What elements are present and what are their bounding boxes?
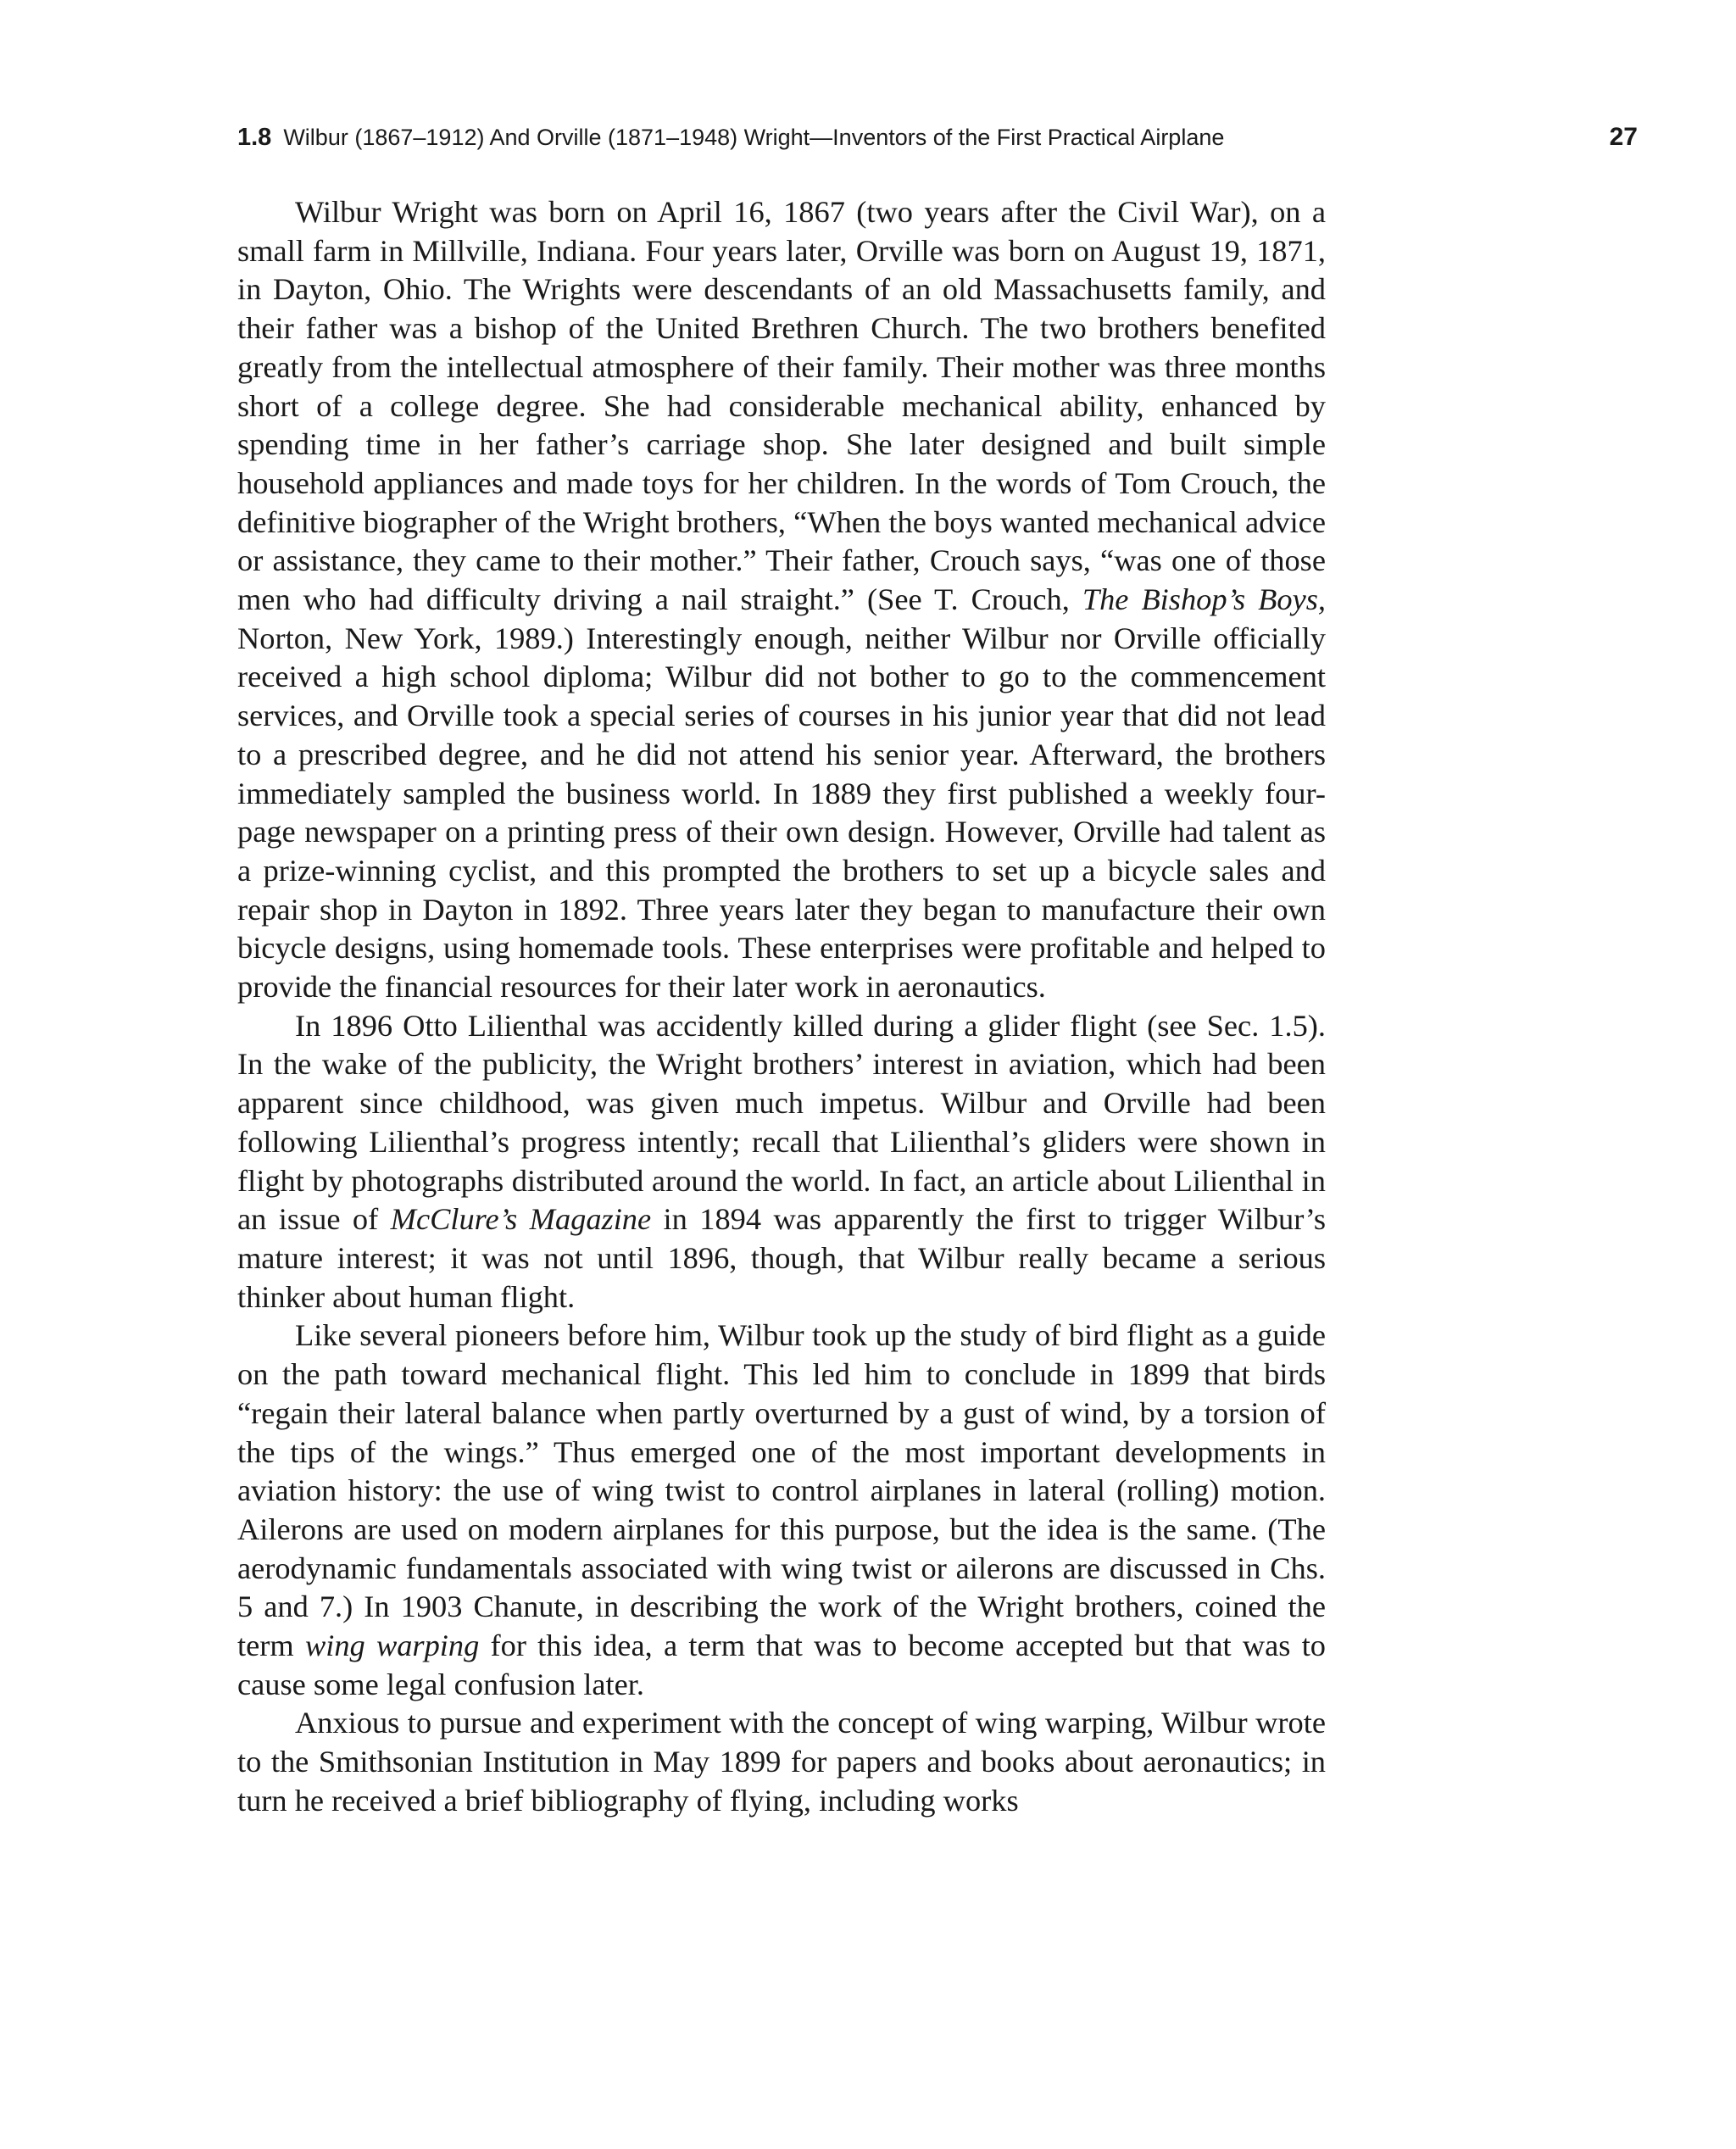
- paragraph-1: [237, 193, 1326, 1007]
- paragraph-3: [237, 1317, 1326, 1704]
- page-number: 27: [1609, 123, 1638, 151]
- section-title: Wilbur (1867–1912) And Orville (1871–1948) Wright—Inventors of the First Practical Airplane: [283, 125, 1225, 150]
- term-wing-warping: wing warping: [304, 1628, 480, 1663]
- paragraph-4-text-a: Anxious to pursue and experiment with the concept of wing warping, Wilbur wrote to the Smithsonian Institution in May 1899 for papers and books about aeronautics; in turn he received a brief bibliography of flying, including works: [237, 1706, 1326, 1818]
- magazine-title-mcclures: McClure’s Magazine: [390, 1202, 652, 1237]
- paragraph-3-text-b: for this idea, a term that was to become accepted but that was to cause some legal confusion later.: [237, 1628, 1326, 1701]
- paragraph-1-text-a: Wilbur Wright was born on April 16, 1867 (two years after the Civil War), on a small farm in Millville, Indiana. Four years later, Orville was born on August 19, 1871, in Dayton, Ohio. The Wrights were descendants of an old Massachusetts family, and their father was a bishop of the United Brethren Church. The two brothers benefited greatly from the intellectual atmosphere of their family. Their mother was three months short of a college degree. She had considerable mechanical ability, enhanced by spending time in her father’s carriage shop. She later designed and built simple household appliances and made toys for her children. In the words of Tom Crouch, the definitive biographer of the Wright brothers, “When the boys wanted mechanical advice or assistance, they came to their mother.” Their father, Crouch says, “was one of those men who had difficulty driving a nail straight.” (See T. Crouch,: [237, 195, 1326, 617]
- body-text: [237, 193, 1326, 1821]
- paragraph-2-text-b: in 1894 was apparently the first to trigger Wilbur’s mature interest; it was not until 1896, though, that Wilbur really became a serious thinker about human flight.: [237, 1202, 1326, 1314]
- section-number: 1.8: [237, 124, 272, 151]
- paragraph-3-text-a: Like several pioneers before him, Wilbur took up the study of bird flight as a guide on the path toward mechanical flight. This led him to conclude in 1899 that birds “regain their lateral balance when partly overturned by a gust of wind, by a torsion of the tips of the wings.” Thus emerged one of the most important developments in aviation history: the use of wing twist to control airplanes in lateral (rolling) motion. Ailerons are used on modern airplanes for this purpose, but the idea is the same. (The aerodynamic fundamentals associated with wing twist or ailerons are discussed in Chs. 5 and 7.) In 1903 Chanute, in describing the work of the Wright brothers, coined the term: [237, 1318, 1326, 1663]
- paragraph-4: [237, 1704, 1326, 1820]
- paragraph-1-text-b: Norton, New York, 1989.) Interestingly enough, neither Wilbur nor Orville officially received a high school diploma; Wilbur did not bother to go to the commencement services, and Orville took a special series of courses in his junior year that did not lead to a prescribed degree, and he did not attend his senior year. Afterward, the brothers immediately sampled the business world. In 1889 they first published a weekly four-page newspaper on a printing press of their own design. However, Orville had talent as a prize-winning cyclist, and this prompted the brothers to set up a bicycle sales and repair shop in Dayton in 1892. Three years later they began to manufacture their own bicycle designs, using homemade tools. These enterprises were profitable and helped to provide the financial resources for their later work in aeronautics.: [237, 621, 1326, 1005]
- running-head: [237, 119, 1638, 156]
- paragraph-2: [237, 1007, 1326, 1317]
- book-title-bishops-boys: The Bishop’s Boys,: [1082, 582, 1326, 617]
- paragraph-2-text-a: In 1896 Otto Lilienthal was accidently killed during a glider flight (see Sec. 1.5). In the wake of the publicity, the Wright brothers’ interest in aviation, which had been apparent since childhood, was given much impetus. Wilbur and Orville had been following Lilienthal’s progress intently; recall that Lilienthal’s gliders were shown in flight by photographs distributed around the world. In fact, an article about Lilienthal in an issue of: [237, 1008, 1326, 1237]
